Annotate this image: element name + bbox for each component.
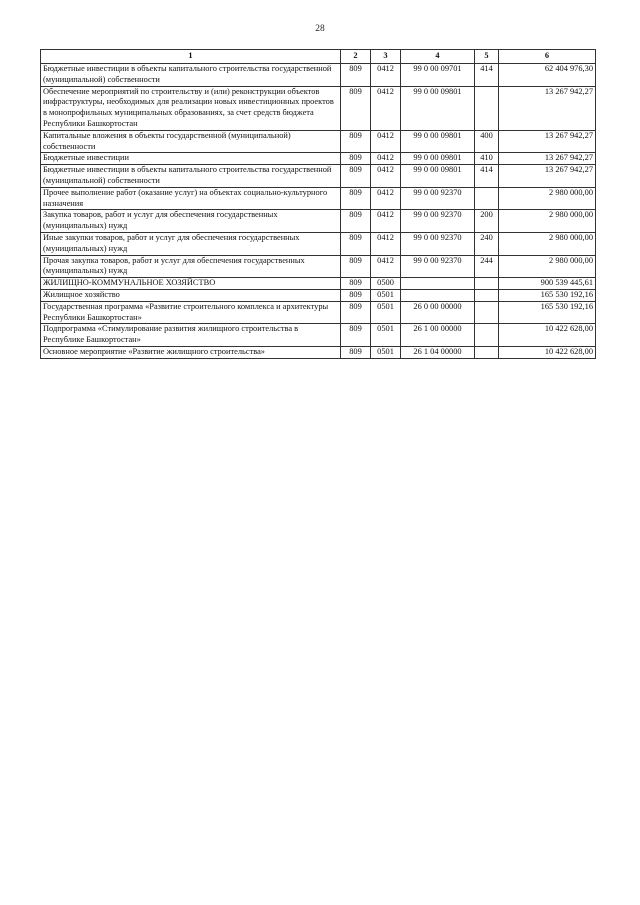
cell-amount: 165 530 192,16 xyxy=(499,301,596,324)
cell-amount: 2 980 000,00 xyxy=(499,232,596,255)
cell-target-article xyxy=(401,278,475,290)
table-row xyxy=(41,301,596,324)
cell-amount: 10 422 628,00 xyxy=(499,324,596,347)
cell-section: 0412 xyxy=(371,153,401,165)
table-row xyxy=(41,324,596,347)
cell-name: ЖИЛИЩНО-КОММУНАЛЬНОЕ ХОЗЯЙСТВО xyxy=(41,278,341,290)
cell-amount: 13 267 942,27 xyxy=(499,130,596,153)
header-col-1: 1 xyxy=(41,50,341,64)
table-row xyxy=(41,255,596,278)
cell-name: Бюджетные инвестиции xyxy=(41,153,341,165)
cell-amount: 13 267 942,27 xyxy=(499,153,596,165)
cell-expense-type: 240 xyxy=(475,232,499,255)
cell-section: 0412 xyxy=(371,187,401,210)
cell-name: Основное мероприятие «Развитие жилищного строительства» xyxy=(41,346,341,358)
cell-target-article: 99 0 00 09801 xyxy=(401,86,475,130)
cell-name: Иные закупки товаров, работ и услуг для обеспечения государственных (муниципальных) нужд xyxy=(41,232,341,255)
cell-name: Прочее выполнение работ (оказание услуг) на объектах социально-культурного назначения xyxy=(41,187,341,210)
cell-target-article xyxy=(401,289,475,301)
cell-expense-type: 244 xyxy=(475,255,499,278)
cell-amount: 165 530 192,16 xyxy=(499,289,596,301)
header-col-5: 5 xyxy=(475,50,499,64)
cell-section: 0412 xyxy=(371,210,401,233)
cell-ministry-code: 809 xyxy=(341,289,371,301)
cell-expense-type xyxy=(475,346,499,358)
cell-expense-type: 414 xyxy=(475,165,499,188)
table-header xyxy=(41,50,596,64)
cell-target-article: 99 0 00 92370 xyxy=(401,255,475,278)
cell-section: 0501 xyxy=(371,324,401,347)
cell-ministry-code: 809 xyxy=(341,153,371,165)
cell-section: 0412 xyxy=(371,130,401,153)
cell-target-article: 99 0 00 09701 xyxy=(401,64,475,87)
cell-section: 0500 xyxy=(371,278,401,290)
table-row xyxy=(41,86,596,130)
cell-target-article: 99 0 00 09801 xyxy=(401,130,475,153)
cell-expense-type: 410 xyxy=(475,153,499,165)
cell-name: Подпрограмма «Стимулирование развития жилищного строительства в Республике Башкортостан» xyxy=(41,324,341,347)
cell-target-article: 26 1 04 00000 xyxy=(401,346,475,358)
cell-section: 0501 xyxy=(371,289,401,301)
cell-section: 0501 xyxy=(371,346,401,358)
cell-expense-type xyxy=(475,301,499,324)
cell-ministry-code: 809 xyxy=(341,346,371,358)
cell-ministry-code: 809 xyxy=(341,187,371,210)
cell-expense-type: 200 xyxy=(475,210,499,233)
cell-name: Жилищное хозяйство xyxy=(41,289,341,301)
cell-name: Капитальные вложения в объекты государственной (муниципальной) собственности xyxy=(41,130,341,153)
table-row xyxy=(41,232,596,255)
cell-target-article: 99 0 00 92370 xyxy=(401,210,475,233)
cell-expense-type: 414 xyxy=(475,64,499,87)
cell-ministry-code: 809 xyxy=(341,324,371,347)
table-row xyxy=(41,346,596,358)
cell-ministry-code: 809 xyxy=(341,301,371,324)
table-row xyxy=(41,278,596,290)
header-col-6: 6 xyxy=(499,50,596,64)
cell-section: 0412 xyxy=(371,64,401,87)
cell-expense-type: 400 xyxy=(475,130,499,153)
cell-amount: 2 980 000,00 xyxy=(499,187,596,210)
cell-name: Бюджетные инвестиции в объекты капитального строительства государственной (муниципальной) собственности xyxy=(41,165,341,188)
cell-target-article: 99 0 00 09801 xyxy=(401,153,475,165)
cell-amount: 62 404 976,30 xyxy=(499,64,596,87)
cell-name: Бюджетные инвестиции в объекты капитального строительства государственной (муниципальной) собственности xyxy=(41,64,341,87)
cell-ministry-code: 809 xyxy=(341,64,371,87)
cell-section: 0412 xyxy=(371,165,401,188)
cell-ministry-code: 809 xyxy=(341,278,371,290)
cell-section: 0412 xyxy=(371,255,401,278)
cell-ministry-code: 809 xyxy=(341,255,371,278)
cell-expense-type xyxy=(475,187,499,210)
cell-amount: 2 980 000,00 xyxy=(499,210,596,233)
cell-ministry-code: 809 xyxy=(341,210,371,233)
cell-target-article: 99 0 00 09801 xyxy=(401,165,475,188)
table-row xyxy=(41,130,596,153)
page-number: 28 xyxy=(315,24,325,34)
cell-amount: 13 267 942,27 xyxy=(499,86,596,130)
table-row xyxy=(41,64,596,87)
header-col-4: 4 xyxy=(401,50,475,64)
table-row xyxy=(41,165,596,188)
cell-target-article: 26 0 00 00000 xyxy=(401,301,475,324)
cell-expense-type xyxy=(475,289,499,301)
cell-name: Закупка товаров, работ и услуг для обеспечения государственных (муниципальных) нужд xyxy=(41,210,341,233)
table-row xyxy=(41,187,596,210)
cell-name: Обеспечение мероприятий по строительству и (или) реконструкции объектов инфраструктуры, необходимых для реализации новых инвестиционных проектов в монопрофильных муниципальных образованиях, за счет средств бюджета Республики Башкортостан xyxy=(41,86,341,130)
cell-expense-type xyxy=(475,86,499,130)
cell-amount: 900 539 445,61 xyxy=(499,278,596,290)
table-row xyxy=(41,210,596,233)
cell-ministry-code: 809 xyxy=(341,165,371,188)
cell-ministry-code: 809 xyxy=(341,86,371,130)
cell-section: 0412 xyxy=(371,86,401,130)
table-row xyxy=(41,289,596,301)
cell-target-article: 26 1 00 00000 xyxy=(401,324,475,347)
header-col-2: 2 xyxy=(341,50,371,64)
budget-table xyxy=(40,49,596,359)
cell-ministry-code: 809 xyxy=(341,130,371,153)
cell-target-article: 99 0 00 92370 xyxy=(401,187,475,210)
cell-expense-type xyxy=(475,324,499,347)
cell-amount: 2 980 000,00 xyxy=(499,255,596,278)
cell-amount: 13 267 942,27 xyxy=(499,165,596,188)
header-row xyxy=(41,50,596,64)
cell-amount: 10 422 628,00 xyxy=(499,346,596,358)
table-body xyxy=(41,64,596,359)
table-row xyxy=(41,153,596,165)
header-col-3: 3 xyxy=(371,50,401,64)
cell-section: 0501 xyxy=(371,301,401,324)
cell-ministry-code: 809 xyxy=(341,232,371,255)
cell-name: Государственная программа «Развитие строительного комплекса и архитектуры Республики Башкортостан» xyxy=(41,301,341,324)
cell-name: Прочая закупка товаров, работ и услуг для обеспечения государственных (муниципальных) нужд xyxy=(41,255,341,278)
cell-section: 0412 xyxy=(371,232,401,255)
cell-expense-type xyxy=(475,278,499,290)
cell-target-article: 99 0 00 92370 xyxy=(401,232,475,255)
